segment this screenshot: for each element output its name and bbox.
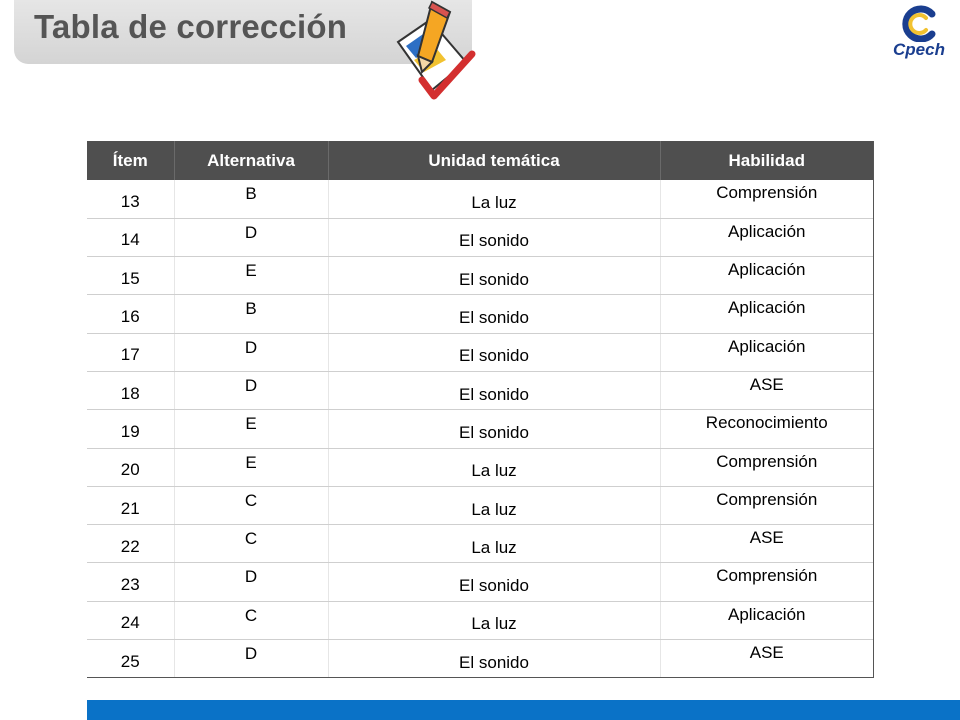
- cell-habilidad: ASE: [660, 525, 873, 563]
- page-title: Tabla de corrección: [34, 8, 348, 45]
- cell-item: 19: [87, 410, 174, 448]
- table-row: [87, 640, 873, 678]
- cell-unidad: El sonido: [328, 333, 660, 371]
- cell-alternativa: C: [174, 601, 328, 639]
- cell-item: 24: [87, 601, 174, 639]
- cell-alternativa: D: [174, 563, 328, 601]
- column-header-item: Ítem: [87, 141, 174, 180]
- cell-alternativa: B: [174, 295, 328, 333]
- table-row: [87, 525, 873, 563]
- cell-item: 25: [87, 640, 174, 678]
- cell-alternativa: C: [174, 486, 328, 524]
- cell-unidad: La luz: [328, 180, 660, 218]
- cell-unidad: El sonido: [328, 371, 660, 409]
- cpech-logo-icon: [898, 4, 938, 42]
- cell-item: 14: [87, 218, 174, 256]
- cell-alternativa: D: [174, 333, 328, 371]
- column-header-unidad: Unidad temática: [328, 141, 660, 180]
- cell-item: 20: [87, 448, 174, 486]
- cell-habilidad: Aplicación: [660, 333, 873, 371]
- correction-table: [87, 141, 873, 678]
- cell-habilidad: Aplicación: [660, 257, 873, 295]
- cell-unidad: La luz: [328, 448, 660, 486]
- cell-habilidad: Aplicación: [660, 601, 873, 639]
- cpech-logo: [884, 4, 954, 66]
- cell-habilidad: Comprensión: [660, 180, 873, 218]
- footer-accent-bar: [87, 700, 960, 720]
- column-header-habilidad: Habilidad: [660, 141, 873, 180]
- table-row: [87, 448, 873, 486]
- cell-alternativa: C: [174, 525, 328, 563]
- table-header-row: [87, 141, 873, 180]
- cell-habilidad: Reconocimiento: [660, 410, 873, 448]
- cell-item: 21: [87, 486, 174, 524]
- cell-habilidad: Aplicación: [660, 295, 873, 333]
- cell-alternativa: D: [174, 218, 328, 256]
- cell-item: 18: [87, 371, 174, 409]
- table-right-border: [873, 141, 874, 678]
- logo-text: Cpech: [893, 40, 945, 59]
- cell-alternativa: E: [174, 448, 328, 486]
- cell-alternativa: E: [174, 257, 328, 295]
- table-row: [87, 410, 873, 448]
- table-row: [87, 333, 873, 371]
- cell-habilidad: Comprensión: [660, 448, 873, 486]
- cell-unidad: El sonido: [328, 295, 660, 333]
- cell-habilidad: Aplicación: [660, 218, 873, 256]
- cell-unidad: La luz: [328, 486, 660, 524]
- cell-unidad: El sonido: [328, 410, 660, 448]
- cell-item: 13: [87, 180, 174, 218]
- table-row: [87, 295, 873, 333]
- cell-habilidad: Comprensión: [660, 486, 873, 524]
- cell-alternativa: E: [174, 410, 328, 448]
- cell-habilidad: ASE: [660, 640, 873, 678]
- table-row: [87, 257, 873, 295]
- cell-habilidad: ASE: [660, 371, 873, 409]
- cell-unidad: La luz: [328, 525, 660, 563]
- table-row: [87, 486, 873, 524]
- cell-unidad: El sonido: [328, 563, 660, 601]
- table-row: [87, 601, 873, 639]
- cell-alternativa: B: [174, 180, 328, 218]
- cell-item: 17: [87, 333, 174, 371]
- cell-unidad: La luz: [328, 601, 660, 639]
- cell-alternativa: D: [174, 371, 328, 409]
- cell-unidad: El sonido: [328, 640, 660, 678]
- cell-item: 16: [87, 295, 174, 333]
- cell-item: 22: [87, 525, 174, 563]
- pencil-checkmark-icon: [392, 0, 484, 104]
- cell-habilidad: Comprensión: [660, 563, 873, 601]
- table-row: [87, 563, 873, 601]
- table-row: [87, 180, 873, 218]
- cell-unidad: El sonido: [328, 257, 660, 295]
- cell-item: 23: [87, 563, 174, 601]
- column-header-alternativa: Alternativa: [174, 141, 328, 180]
- cell-item: 15: [87, 257, 174, 295]
- cell-alternativa: D: [174, 640, 328, 678]
- cell-unidad: El sonido: [328, 218, 660, 256]
- table-row: [87, 371, 873, 409]
- table-row: [87, 218, 873, 256]
